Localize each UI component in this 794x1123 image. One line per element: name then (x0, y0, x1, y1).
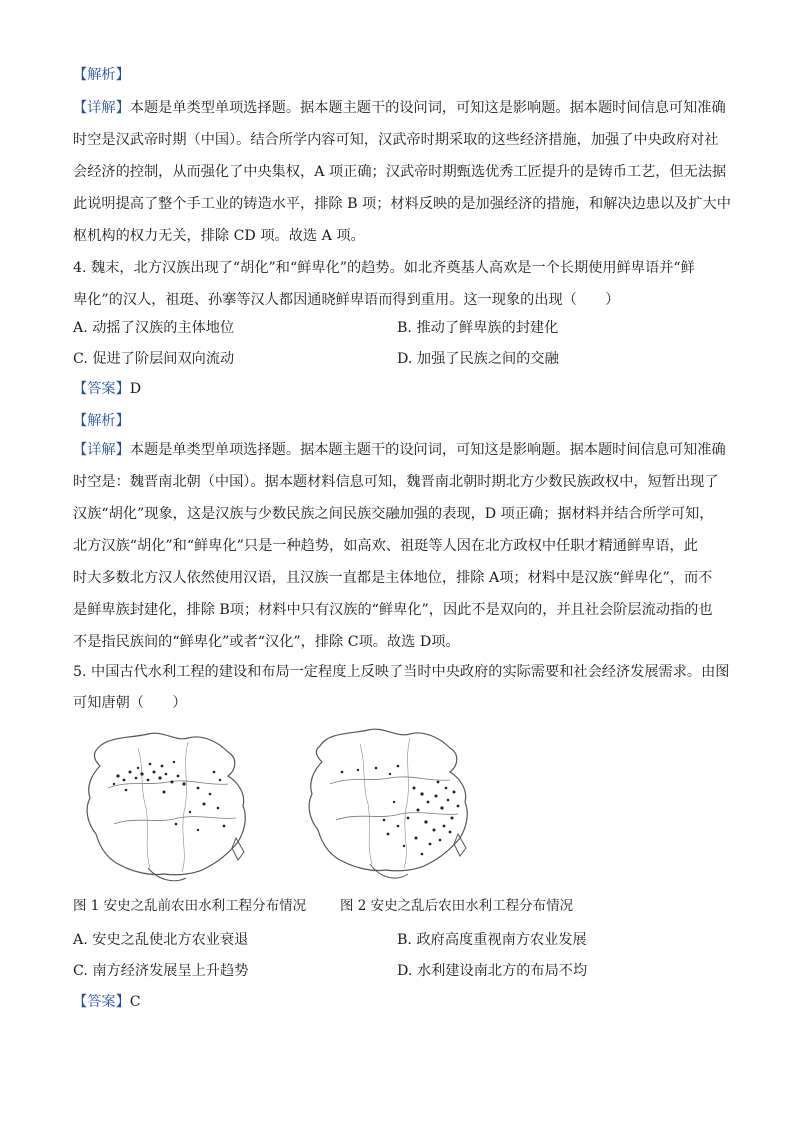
detail-line: 北方汉族“胡化”和“鲜卑化”只是一种趋势，如高欢、祖珽等人因在北方政权中任职才精通鲜卑语，此 (73, 538, 698, 554)
detail-line: 【详解】本题是单类型单项选择题。据本题主题干的设问词，可知这是影响题。据本题时间信息可知准确 (73, 442, 726, 458)
question-stem: 可知唐朝（ ） (73, 695, 187, 711)
detail-line: 【详解】本题是单类型单项选择题。据本题主题干的设问词，可知这是影响题。据本题时间信息可知准确 (73, 100, 726, 116)
answer-label: 【答案】 (73, 381, 130, 397)
option-d: D. 加强了民族之间的交融 (397, 351, 559, 367)
jiexi-label: 【解析】 (73, 67, 130, 83)
question-stem: 5. 中国古代水利工程的建设和布局一定程度上反映了当时中央政府的实际需要和社会经济发展需求。由图 (73, 664, 730, 680)
figure-2-caption: 图 2 安史之乱后农田水利工程分布情况 (340, 898, 574, 914)
map-figure-2 (298, 722, 478, 888)
option-a: A. 动摇了汉族的主体地位 (73, 320, 235, 336)
jiexi-label: 【解析】 (73, 413, 130, 429)
detail-line: 此说明提高了整个手工业的铸造水平，排除 B 项；材料反映的是加强经济的措施，和解决边患以及扩大中 (73, 196, 731, 212)
detail-line: 会经济的控制，从而强化了中央集权，A 项正确；汉武帝时期甄选优秀工匠提升的是铸币工艺，但无法据 (73, 164, 727, 180)
option-b: B. 推动了鲜卑族的封建化 (397, 320, 559, 336)
answer-line (73, 379, 733, 399)
detail-line: 时空是：魏晋南北朝（中国）。据本题材料信息可知，魏晋南北朝时期北方少数民族政权中，短暂出现了 (73, 474, 719, 490)
option-c: C. 南方经济发展呈上升趋势 (73, 963, 249, 979)
answer-value: C (129, 994, 141, 1010)
detail-label: 【详解】 (73, 100, 130, 116)
detail-line: 是鲜卑族封建化，排除 B项；材料中只有汉族的“鲜卑化”，因此不是双向的，并且社会阶层流动指的也 (73, 602, 713, 618)
option-c: C. 促进了阶层间双向流动 (73, 351, 235, 367)
map-figure-1 (78, 728, 258, 888)
answer-value: D (129, 381, 142, 397)
detail-line: 不是指民族间的“鲜卑化”或者“汉化”，排除 C项。故选 D项。 (73, 634, 460, 650)
detail-label: 【详解】 (73, 442, 130, 458)
detail-line: 时大多数北方汉人依然使用汉语，且汉族一直都是主体地位，排除 A项；材料中是汉族“鲜卑化”，而不 (73, 570, 713, 586)
china-map-image (298, 722, 478, 888)
answer-label: 【答案】 (73, 994, 130, 1010)
answer-line (73, 992, 733, 1012)
question-stem: 4. 魏末，北方汉族出现了“胡化”和“鲜卑化”的趋势。如北齐奠基人高欢是一个长期使用鲜卑语并“鲜 (73, 260, 695, 276)
question-stem: 卑化”的汉人，祖珽、孙搴等汉人都因通晓鲜卑语而得到重用。这一现象的出现（ ） (73, 292, 620, 308)
china-map-image (78, 728, 258, 888)
option-b: B. 政府高度重视南方农业发展 (397, 932, 587, 948)
figure-1-caption: 图 1 安史之乱前农田水利工程分布情况 (73, 898, 307, 914)
detail-line: 枢机构的权力无关，排除 CD 项。故选 A 项。 (73, 228, 365, 244)
detail-line: 时空是汉武帝时期（中国）。结合所学内容可知，汉武帝时期采取的这些经济措施，加强了中央政府对社 (73, 132, 719, 148)
option-a: A. 安史之乱使北方农业衰退 (73, 932, 249, 948)
detail-line: 汉族“胡化”现象，这是汉族与少数民族之间民族交融加强的表现，D 项正确；据材料并结合所学可知， (73, 506, 714, 522)
option-d: D. 水利建设南北方的布局不均 (397, 963, 588, 979)
